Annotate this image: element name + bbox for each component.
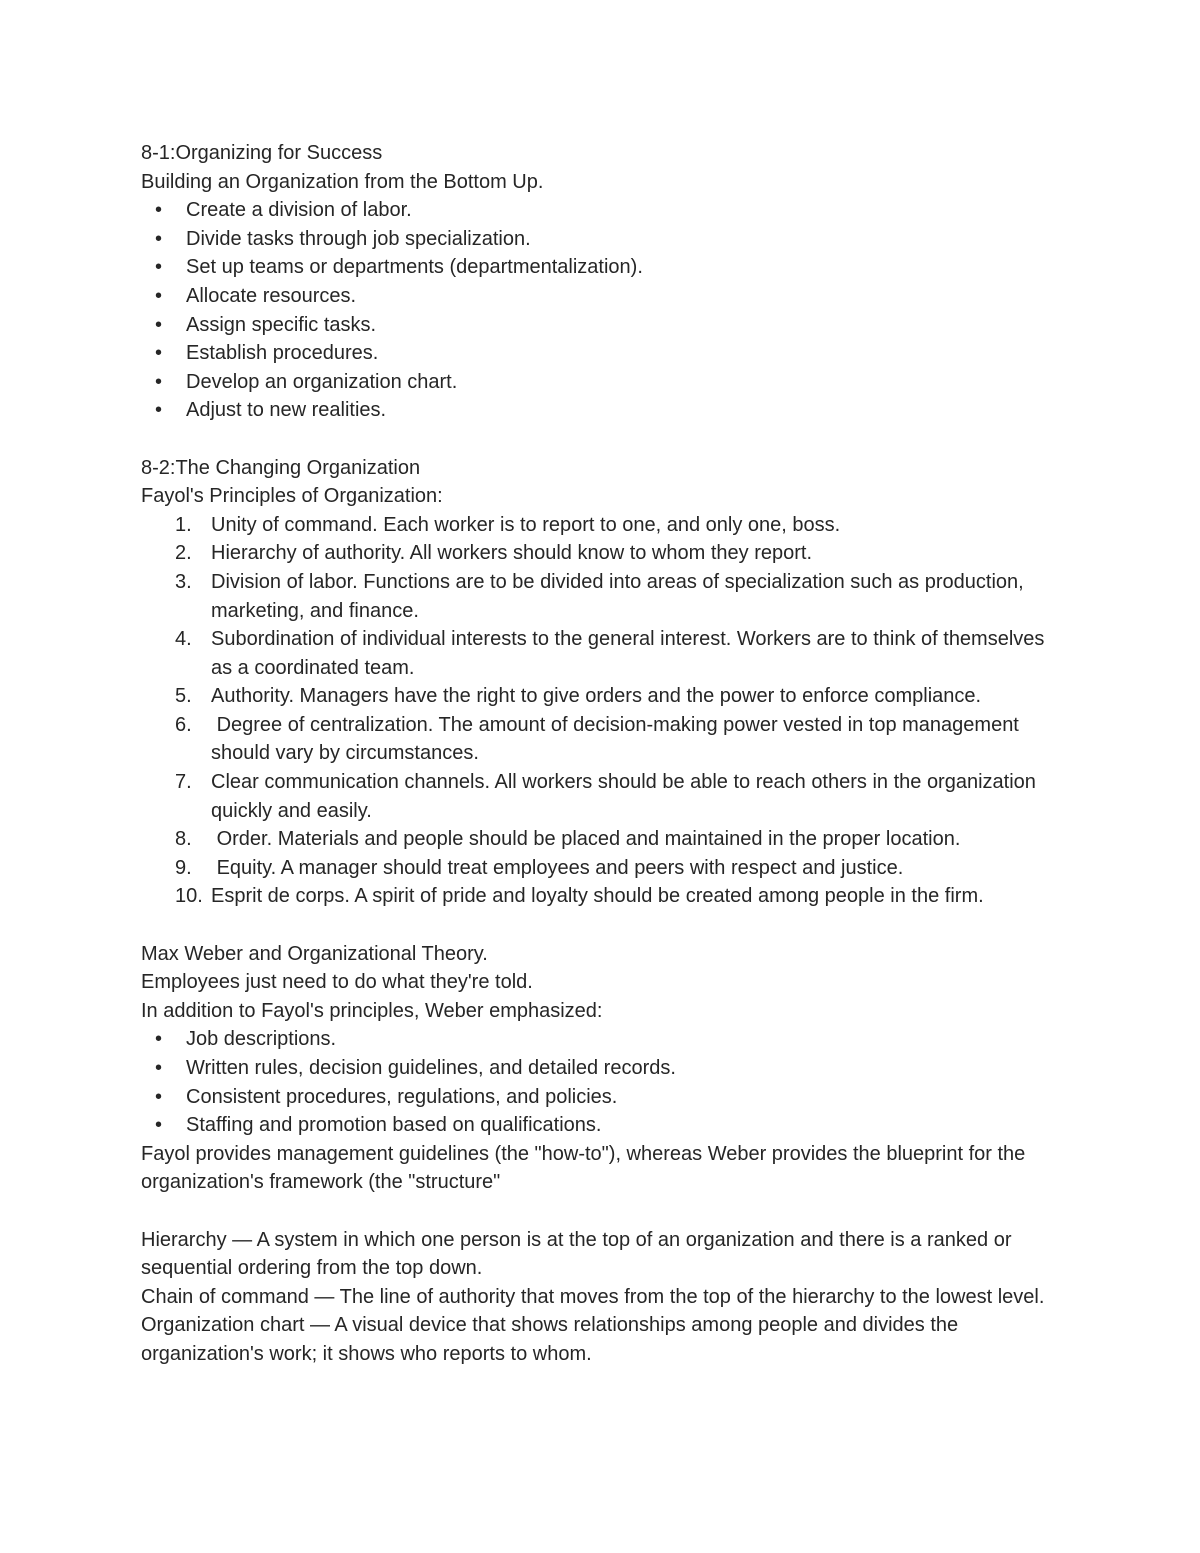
list-item-text: Subordination of individual interests to the general interest. Workers are to think of themselves as a coordinated team. [211, 628, 1045, 679]
spacer [141, 911, 1071, 940]
section-1-subheading: Building an Organization from the Bottom Up. [141, 170, 544, 193]
list-item [141, 368, 1071, 397]
section-2-subheading: Fayol's Principles of Organization: [141, 485, 443, 508]
list-item [141, 511, 1071, 540]
definition-hierarchy: Hierarchy — A system in which one person is at the top of an organization and there is a ranked or sequential ordering from the top down. [141, 1228, 1012, 1280]
spacer [141, 425, 1071, 454]
bullet-icon: • [155, 342, 163, 365]
list-item-text: Staffing and promotion based on qualifications. [186, 1114, 602, 1137]
definition-chain-of-command: Chain of command — The line of authority that moves from the top of the hierarchy to the lowest level. [141, 1285, 1045, 1308]
section-1-bullet-list [141, 196, 1071, 425]
bullet-icon: • [155, 284, 163, 307]
list-number: 1. [175, 513, 192, 536]
list-item [141, 1083, 1071, 1112]
section-3-line-1: Employees just need to do what they're told. [141, 971, 533, 994]
list-item [141, 825, 1071, 854]
bullet-icon: • [155, 256, 163, 279]
bullet-icon: • [155, 199, 163, 222]
list-item-text: Consistent procedures, regulations, and policies. [186, 1085, 618, 1108]
list-item [141, 225, 1071, 254]
spacer [141, 1197, 1071, 1226]
section-3-summary: Fayol provides management guidelines (the "how-to"), whereas Weber provides the blueprint for the organization's framework (the "structure" [141, 1142, 1026, 1194]
list-item [141, 682, 1071, 711]
list-item [141, 196, 1071, 225]
bullet-icon: • [155, 399, 163, 422]
list-number: 4. [175, 628, 192, 651]
list-number: 7. [175, 771, 192, 794]
list-item [141, 1111, 1071, 1140]
list-item-text: Set up teams or departments (departmentalization). [186, 256, 643, 279]
list-item-text: Division of labor. Functions are to be divided into areas of specialization such as production, marketing, and finance. [211, 570, 1024, 622]
list-item [141, 311, 1071, 340]
list-item-text: Authority. Managers have the right to give orders and the power to enforce compliance. [211, 685, 982, 708]
bullet-icon: • [155, 1028, 163, 1051]
list-item-text: Job descriptions. [186, 1028, 337, 1051]
list-item [141, 282, 1071, 311]
list-item [141, 711, 1071, 768]
list-item [141, 539, 1071, 568]
section-2-heading: 8-2:The Changing Organization [141, 456, 421, 479]
list-item-text: Divide tasks through job specialization. [186, 227, 531, 250]
list-item-text: Order. Materials and people should be placed and maintained in the proper location. [211, 828, 961, 851]
definition-organization-chart: Organization chart — A visual device that shows relationships among people and divides the organization's work; it shows who reports to whom. [141, 1314, 959, 1365]
list-number: 5. [175, 685, 192, 708]
document-page [141, 139, 1071, 1369]
list-number: 6. [175, 713, 192, 736]
list-item-text: Adjust to new realities. [186, 399, 387, 422]
weber-bullet-list [141, 1025, 1071, 1139]
section-3-line-2: In addition to Fayol's principles, Weber emphasized: [141, 999, 603, 1022]
bullet-icon: • [155, 1057, 163, 1079]
list-number: 10. [175, 885, 203, 908]
list-item-text: Degree of centralization. The amount of decision-making power vested in top management should vary by circumstances. [211, 713, 1025, 765]
list-item [141, 1054, 1071, 1083]
fayol-principles-list [141, 511, 1071, 911]
list-item-text: Assign specific tasks. [186, 313, 377, 336]
list-item [141, 339, 1071, 368]
section-1-heading: 8-1:Organizing for Success [141, 142, 383, 164]
list-item-text: Allocate resources. [186, 284, 357, 307]
bullet-icon: • [155, 370, 163, 393]
list-item-text: Establish procedures. [186, 342, 379, 365]
list-item-text: Hierarchy of authority. All workers should know to whom they report. [211, 542, 812, 565]
list-number: 9. [175, 856, 192, 879]
list-item-text: Develop an organization chart. [186, 370, 458, 393]
list-item [141, 882, 1071, 911]
list-item [141, 625, 1071, 682]
bullet-icon: • [155, 227, 163, 250]
bullet-icon: • [155, 1085, 163, 1108]
list-item-text: Esprit de corps. A spirit of pride and loyalty should be created among people in the firm. [211, 885, 984, 908]
bullet-icon: • [155, 1114, 163, 1137]
list-number: 2. [175, 542, 192, 565]
list-item-text: Unity of command. Each worker is to report to one, and only one, boss. [211, 513, 841, 536]
bullet-icon: • [155, 313, 163, 336]
list-item [141, 396, 1071, 425]
list-number: 8. [175, 828, 192, 851]
list-item [141, 253, 1071, 282]
section-3-heading: Max Weber and Organizational Theory. [141, 942, 488, 965]
list-number: 3. [175, 570, 192, 593]
list-item [141, 854, 1071, 883]
list-item-text: Written rules, decision guidelines, and detailed records. [186, 1057, 676, 1079]
list-item [141, 1025, 1071, 1054]
list-item-text: Equity. A manager should treat employees and peers with respect and justice. [211, 856, 904, 879]
list-item-text: Create a division of labor. [186, 199, 412, 222]
list-item [141, 768, 1071, 825]
list-item [141, 568, 1071, 625]
list-item-text: Clear communication channels. All workers should be able to reach others in the organization quickly and easily. [211, 771, 1036, 822]
